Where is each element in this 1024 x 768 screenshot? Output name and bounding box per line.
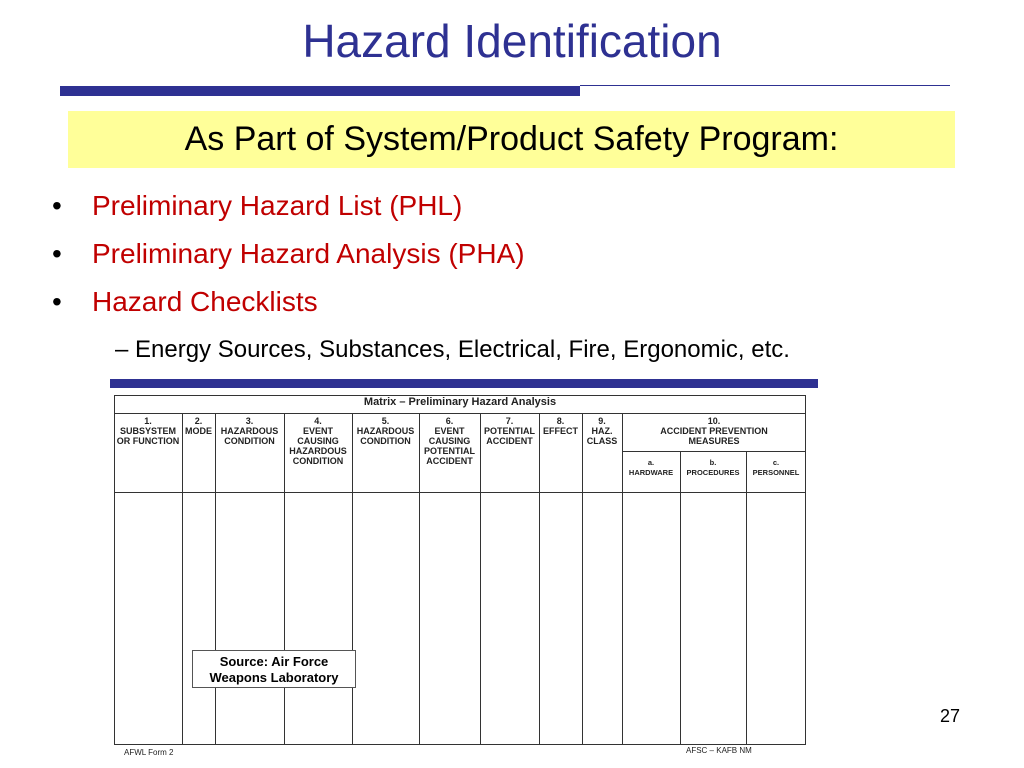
- column-number: 8.: [556, 416, 565, 426]
- column-line: [582, 413, 583, 745]
- column-line: [680, 451, 681, 745]
- bullet-item: [52, 286, 318, 318]
- column-header: [215, 416, 284, 446]
- bullet-text: Preliminary Hazard List (PHL): [92, 190, 463, 221]
- table-top-bar: [110, 379, 818, 388]
- column-header: [284, 416, 352, 466]
- column-line: [352, 413, 353, 745]
- bullet-icon: •: [52, 238, 62, 269]
- column-label: EFFECT: [543, 426, 578, 436]
- column-header: [419, 416, 480, 466]
- column-label: MODE: [185, 426, 212, 436]
- column-line: [539, 413, 540, 745]
- bullet-item: [52, 190, 462, 222]
- subcolumn-number: c.: [772, 458, 780, 467]
- subtitle-banner: As Part of System/Product Safety Program:: [68, 111, 955, 168]
- divider: [114, 492, 806, 493]
- title-underline-thick: [60, 86, 580, 96]
- bullet-icon: •: [52, 190, 62, 221]
- column-label: HAZARDOUS CONDITION: [220, 426, 279, 446]
- subcolumn-header: [680, 458, 746, 478]
- column-label: POTENTIAL ACCIDENT: [484, 426, 535, 446]
- column-header: [539, 416, 582, 436]
- column-label: HAZARDOUS CONDITION: [356, 426, 415, 446]
- bullet-item: [52, 238, 525, 270]
- column-label: SUBSYSTEM OR FUNCTION: [116, 426, 180, 446]
- form-title: Matrix – Preliminary Hazard Analysis: [363, 396, 557, 408]
- column-number: 6.: [445, 416, 454, 426]
- column-header: [182, 416, 215, 436]
- slide-title: Hazard Identification: [302, 15, 722, 67]
- column-number: 4.: [314, 416, 322, 426]
- column-header: [582, 416, 622, 446]
- divider: [114, 413, 806, 414]
- subcolumn-label: PERSONNEL: [752, 468, 800, 477]
- column-label: EVENT CAUSING POTENTIAL ACCIDENT: [424, 426, 475, 466]
- bullet-text: Hazard Checklists: [92, 286, 318, 317]
- bullet-text: Preliminary Hazard Analysis (PHA): [92, 238, 525, 269]
- source-box: Source: Air Force Weapons Laboratory: [192, 650, 356, 688]
- column-number: 7.: [505, 416, 514, 426]
- column-number: 3.: [245, 416, 254, 426]
- footer-left: AFWL Form 2: [124, 748, 174, 757]
- footer-right: AFSC – KAFB NM: [686, 746, 752, 755]
- column-line: [480, 413, 481, 745]
- column-line: [746, 451, 747, 745]
- subcolumn-header: [746, 458, 806, 478]
- column-label: EVENT CAUSING HAZARDOUS CONDITION: [289, 426, 347, 466]
- column-header: [480, 416, 539, 446]
- column-header: [622, 416, 806, 446]
- sub-bullet: – Energy Sources, Substances, Electrical, Fire, Ergonomic, etc.: [115, 336, 790, 363]
- column-header: [114, 416, 182, 446]
- subcolumn-number: a.: [647, 458, 655, 467]
- column-line: [215, 413, 216, 745]
- column-line: [182, 413, 183, 745]
- subcolumn-header: [622, 458, 680, 478]
- subcolumn-label: HARDWARE: [628, 468, 674, 477]
- page-number: 27: [940, 706, 961, 726]
- column-number: 1.: [144, 416, 152, 426]
- bullet-icon: •: [52, 286, 62, 317]
- subcolumn-label: PROCEDURES: [686, 468, 740, 477]
- column-number: 9.: [598, 416, 606, 426]
- column-label: HAZ. CLASS: [586, 426, 618, 446]
- divider: [622, 451, 806, 452]
- column-number: 5.: [381, 416, 390, 426]
- title-underline-thin: [580, 85, 950, 86]
- subcolumn-number: b.: [709, 458, 717, 467]
- column-header: [352, 416, 419, 446]
- column-number: 2.: [194, 416, 203, 426]
- column-number: 10.: [707, 416, 721, 426]
- column-label: ACCIDENT PREVENTION MEASURES: [660, 426, 768, 446]
